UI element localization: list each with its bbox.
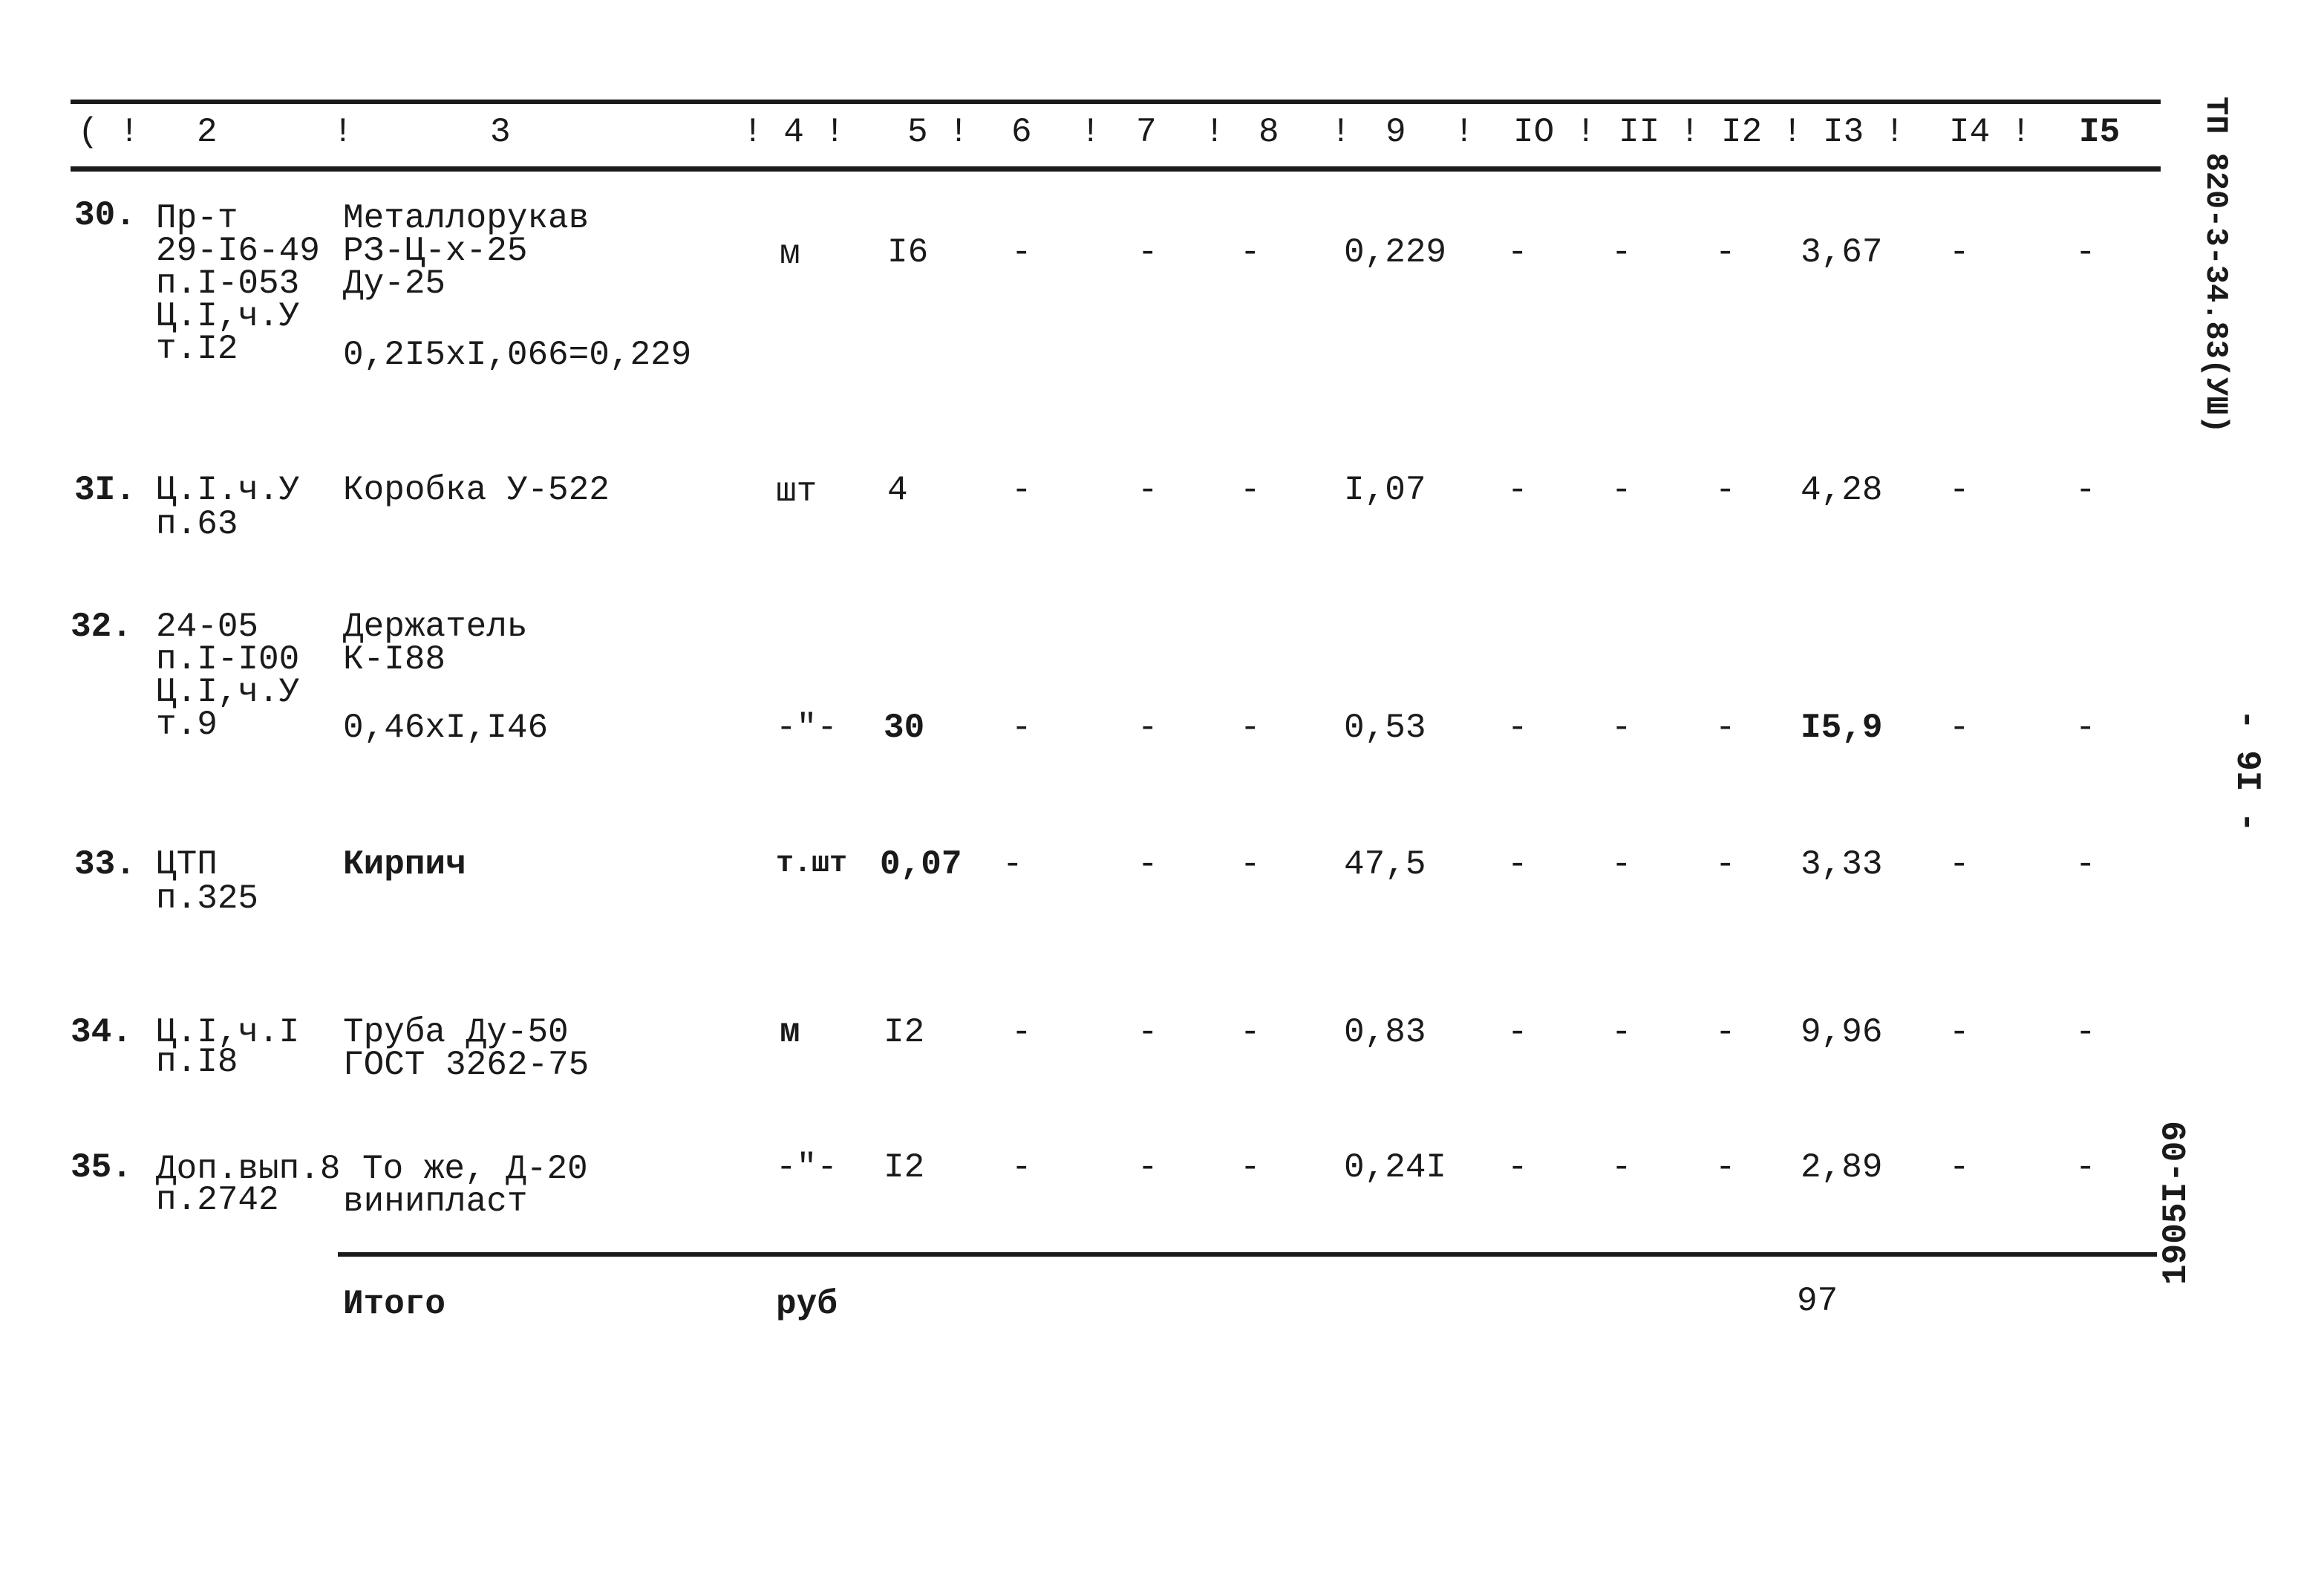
row-col8: - bbox=[1240, 471, 1261, 509]
total-unit: руб bbox=[776, 1285, 838, 1324]
row-col15: - bbox=[2075, 845, 2096, 884]
row-col9: 47,5 bbox=[1344, 845, 1426, 884]
col-header-12: I2 bbox=[1721, 113, 1763, 152]
col-header-sep: ! bbox=[1204, 113, 1225, 152]
col-header-14: I4 ! bbox=[1949, 113, 2031, 152]
row-ref-line: п.I8 bbox=[156, 1043, 238, 1081]
row-ref-line: п.I-053 bbox=[156, 264, 300, 303]
header-bottom-rule bbox=[71, 166, 2161, 172]
col-header-3: 3 bbox=[490, 113, 511, 152]
row-col11: - bbox=[1611, 1013, 1632, 1052]
row-name-line: Металлорукав bbox=[343, 199, 590, 238]
row-col11: - bbox=[1611, 845, 1632, 884]
row-name-line: 0,46xI,I46 bbox=[343, 709, 549, 747]
row-unit: м bbox=[780, 1013, 800, 1052]
row-col6: - bbox=[1011, 1013, 1032, 1052]
col-header-9: 9 bbox=[1385, 113, 1406, 152]
row-col14: - bbox=[1949, 709, 1970, 747]
row-number: 30. bbox=[74, 196, 136, 235]
row-name-line: винипласт bbox=[343, 1182, 528, 1221]
row-number: 35. bbox=[71, 1148, 132, 1187]
row-col12: - bbox=[1715, 709, 1736, 747]
row-ref-line: 24-05 bbox=[156, 608, 259, 646]
row-col8: - bbox=[1240, 709, 1261, 747]
row-unit: -"- bbox=[776, 709, 838, 747]
row-col7: - bbox=[1137, 1148, 1158, 1187]
row-col9: 0,24I bbox=[1344, 1148, 1447, 1187]
row-ref-line: т.9 bbox=[156, 706, 218, 744]
row-name-line: Кирпич bbox=[343, 845, 466, 884]
row-col9: 0,53 bbox=[1344, 709, 1426, 747]
col-header-2: 2 bbox=[197, 113, 218, 152]
row-ref-line: т.I2 bbox=[156, 330, 238, 368]
row-col14: - bbox=[1949, 471, 1970, 509]
row-ref-line: Ц.I,ч.У bbox=[156, 673, 300, 712]
row-ref-line: п.63 bbox=[156, 505, 238, 544]
col-header-13: I3 ! bbox=[1823, 113, 1905, 152]
row-col14: - bbox=[1949, 1013, 1970, 1052]
row-col7: - bbox=[1137, 233, 1158, 272]
row-ref-line: п.I-I00 bbox=[156, 640, 300, 679]
row-ref-line: 29-I6-49 bbox=[156, 232, 320, 270]
row-col6: - bbox=[1011, 709, 1032, 747]
col-header-11: II bbox=[1619, 113, 1660, 152]
col-header-sep: ! bbox=[333, 113, 353, 152]
col-header-1: ( ! bbox=[78, 113, 140, 152]
col-header-sep: ! bbox=[1680, 113, 1700, 152]
row-col10: - bbox=[1507, 1148, 1528, 1187]
row-col6: - bbox=[1002, 845, 1023, 884]
header-top-rule bbox=[71, 100, 2161, 104]
row-name-line: Ду-25 bbox=[343, 264, 446, 303]
row-qty: 0,07 bbox=[880, 845, 962, 884]
col-header-sep: ! bbox=[1576, 113, 1596, 152]
row-col13: 3,67 bbox=[1801, 233, 1883, 272]
page-number: - 9I - bbox=[2227, 709, 2266, 833]
row-number: 3I. bbox=[74, 471, 136, 509]
col-header-sep: ! bbox=[1080, 113, 1101, 152]
row-col11: - bbox=[1611, 471, 1632, 509]
row-ref-line: Ц.I,ч.I bbox=[156, 1013, 300, 1052]
col-header-sep: ! bbox=[1331, 113, 1351, 152]
row-name-line: РЗ-Ц-х-25 bbox=[343, 232, 528, 270]
row-ref-line: п.325 bbox=[156, 879, 259, 918]
row-col7: - bbox=[1137, 709, 1158, 747]
col-header-7: 7 bbox=[1136, 113, 1157, 152]
row-col6: - bbox=[1011, 471, 1032, 509]
col-header-10: IO bbox=[1513, 113, 1555, 152]
col-header-5: 5 ! bbox=[907, 113, 969, 152]
row-col9: 0,83 bbox=[1344, 1013, 1426, 1052]
archive-number: 1905I-09 bbox=[2157, 1121, 2196, 1285]
row-col14: - bbox=[1949, 233, 1970, 272]
col-header-sep: ! bbox=[1454, 113, 1475, 152]
row-col10: - bbox=[1507, 471, 1528, 509]
row-col14: - bbox=[1949, 845, 1970, 884]
row-col15: - bbox=[2075, 233, 2096, 272]
col-header-4: ! 4 ! bbox=[742, 113, 846, 152]
row-col10: - bbox=[1507, 1013, 1528, 1052]
row-name-line: 0,2I5xI,066=0,229 bbox=[343, 336, 692, 374]
col-header-8: 8 bbox=[1259, 113, 1279, 152]
row-qty: 4 bbox=[887, 471, 908, 509]
row-col13: 9,96 bbox=[1801, 1013, 1883, 1052]
row-col10: - bbox=[1507, 709, 1528, 747]
row-col7: - bbox=[1137, 471, 1158, 509]
row-ref-line: Доп.вып.8 bbox=[156, 1150, 341, 1188]
row-col12: - bbox=[1715, 1013, 1736, 1052]
row-col12: - bbox=[1715, 1148, 1736, 1187]
row-unit: м bbox=[780, 235, 800, 273]
row-col9: 0,229 bbox=[1344, 233, 1447, 272]
row-ref-line: Ц.I,ч.У bbox=[156, 297, 300, 336]
row-unit: шт bbox=[776, 472, 817, 511]
row-col6: - bbox=[1011, 1148, 1032, 1187]
row-col7: - bbox=[1137, 1013, 1158, 1052]
row-qty: 30 bbox=[884, 709, 925, 747]
row-ref-line: ЦТП bbox=[156, 845, 218, 884]
row-qty: I2 bbox=[884, 1013, 925, 1052]
row-col15: - bbox=[2075, 709, 2096, 747]
row-name-line: То же, Д-20 bbox=[362, 1150, 588, 1188]
row-col10: - bbox=[1507, 233, 1528, 272]
row-name-line: Держатель bbox=[343, 608, 528, 646]
row-col9: I,07 bbox=[1344, 471, 1426, 509]
row-col10: - bbox=[1507, 845, 1528, 884]
row-col8: - bbox=[1240, 1013, 1261, 1052]
row-col11: - bbox=[1611, 1148, 1632, 1187]
total-label: Итого bbox=[343, 1285, 446, 1324]
row-col12: - bbox=[1715, 471, 1736, 509]
total-value: 97 bbox=[1797, 1282, 1838, 1321]
row-col13: I5,9 bbox=[1801, 709, 1883, 747]
row-col15: - bbox=[2075, 471, 2096, 509]
row-col15: - bbox=[2075, 1013, 2096, 1052]
row-col11: - bbox=[1611, 233, 1632, 272]
col-header-sep: ! bbox=[1782, 113, 1803, 152]
row-number: 33. bbox=[74, 845, 136, 884]
row-col8: - bbox=[1240, 233, 1261, 272]
row-name-line: Труба Ду-50 bbox=[343, 1013, 569, 1052]
row-col12: - bbox=[1715, 845, 1736, 884]
row-col13: 4,28 bbox=[1801, 471, 1883, 509]
row-col8: - bbox=[1240, 845, 1261, 884]
row-ref-line: Ц.I.ч.У bbox=[156, 471, 300, 509]
col-header-6: 6 bbox=[1011, 113, 1032, 152]
row-col13: 2,89 bbox=[1801, 1148, 1883, 1187]
row-unit: -"- bbox=[776, 1148, 838, 1187]
row-col7: - bbox=[1137, 845, 1158, 884]
row-number: 34. bbox=[71, 1013, 132, 1052]
row-qty: I2 bbox=[884, 1148, 925, 1187]
row-name-line: Коробка У-522 bbox=[343, 471, 610, 509]
row-qty: I6 bbox=[887, 233, 929, 272]
row-name-line: ГОСТ 3262-75 bbox=[343, 1046, 590, 1084]
totals-rule bbox=[338, 1252, 2157, 1257]
row-col14: - bbox=[1949, 1148, 1970, 1187]
row-ref-line: Пр-т bbox=[156, 199, 238, 238]
row-col8: - bbox=[1240, 1148, 1261, 1187]
doc-code: ТП 820-3-34.83(УШ) bbox=[2198, 97, 2233, 434]
row-number: 32. bbox=[71, 608, 132, 646]
row-col13: 3,33 bbox=[1801, 845, 1883, 884]
col-header-15: I5 bbox=[2079, 113, 2121, 152]
row-name-line: К-I88 bbox=[343, 640, 446, 679]
row-col15: - bbox=[2075, 1148, 2096, 1187]
row-unit: т.шт bbox=[776, 847, 848, 881]
row-ref-line: п.2742 bbox=[156, 1181, 279, 1220]
row-col6: - bbox=[1011, 233, 1032, 272]
row-col11: - bbox=[1611, 709, 1632, 747]
row-col12: - bbox=[1715, 233, 1736, 272]
